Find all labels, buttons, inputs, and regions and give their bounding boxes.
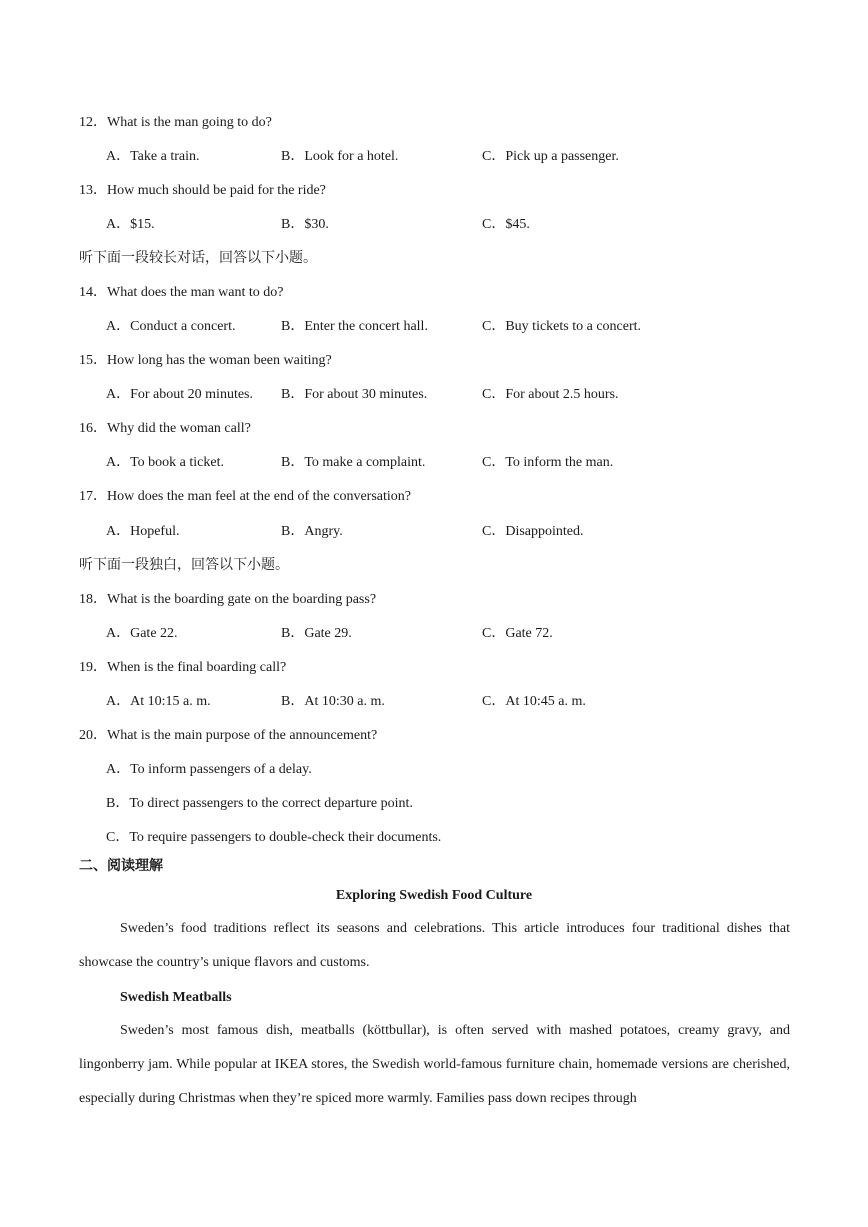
question-12-stem: 12．What is the man going to do? [79, 115, 272, 130]
section-heading-reading: 二、阅读理解 [79, 859, 163, 874]
question-18-option-b: B．Gate 29. [281, 626, 352, 641]
question-19-option-a: A．At 10:15 a. m. [106, 694, 211, 709]
question-15-option-b: B．For about 30 minutes. [281, 387, 428, 402]
question-20-option-a: A．To inform passengers of a delay. [106, 762, 312, 777]
question-17-option-c: C．Disappointed. [482, 524, 584, 539]
question-18-stem: 18．What is the boarding gate on the boarding pass? [79, 592, 377, 607]
question-15-stem: 15．How long has the woman been waiting? [79, 353, 332, 368]
question-19-option-c: C．At 10:45 a. m. [482, 694, 586, 709]
question-17-option-b: B．Angry. [281, 524, 343, 539]
question-20-option-c: C．To require passengers to double-check their documents. [106, 830, 442, 845]
question-14-stem: 14．What does the man want to do? [79, 285, 284, 300]
article-subheading: Swedish Meatballs [120, 990, 232, 1005]
question-19-stem: 19．When is the final boarding call? [79, 660, 287, 675]
question-14-option-a: A．Conduct a concert. [106, 319, 236, 334]
question-13-option-c: C．$45. [482, 217, 530, 232]
question-17-stem: 17．How does the man feel at the end of the conversation? [79, 489, 412, 504]
article-title: Exploring Swedish Food Culture [335, 888, 533, 903]
question-18-option-a: A．Gate 22. [106, 626, 178, 641]
question-19-option-b: B．At 10:30 a. m. [281, 694, 385, 709]
article-meatballs-paragraph: Sweden’s most famous dish, meatballs (köttbullar), is often served with mashed potatoes, creamy gravy, and lingonberry jam. While popular at IKEA stores, the Swedish world-famous furniture chain, homemade versions are cherished, especially during Christmas when they’re spiced more warmly. Families pass down recipes through [79, 1023, 790, 1107]
question-17-option-a: A．Hopeful. [106, 524, 180, 539]
article-intro-paragraph: Sweden’s food traditions reflect its seasons and celebrations. This article introduces four traditional dishes that showcase the country’s unique flavors and customs. [79, 921, 790, 971]
question-14-option-b: B．Enter the concert hall. [281, 319, 428, 334]
question-13-option-b: B．$30. [281, 217, 329, 232]
question-12-option-b: B．Look for a hotel. [281, 149, 399, 164]
question-20-stem: 20．What is the main purpose of the announcement? [79, 728, 378, 743]
question-16-stem: 16．Why did the woman call? [79, 421, 251, 436]
question-15-option-a: A．For about 20 minutes. [106, 387, 253, 402]
question-20-option-b: B．To direct passengers to the correct departure point. [106, 796, 413, 811]
question-16-option-a: A．To book a ticket. [106, 455, 224, 470]
question-14-option-c: C．Buy tickets to a concert. [482, 319, 642, 334]
listening-instruction-dialogue: 听下面一段较长对话，回答以下小题。 [79, 251, 317, 266]
question-13-stem: 13．How much should be paid for the ride? [79, 183, 326, 198]
question-16-option-c: C．To inform the man. [482, 455, 614, 470]
question-13-option-a: A．$15. [106, 217, 155, 232]
question-12-option-c: C．Pick up a passenger. [482, 149, 619, 164]
question-15-option-c: C．For about 2.5 hours. [482, 387, 619, 402]
question-16-option-b: B．To make a complaint. [281, 455, 426, 470]
question-12-option-a: A．Take a train. [106, 149, 200, 164]
listening-instruction-monologue: 听下面一段独白，回答以下小题。 [79, 558, 289, 573]
question-18-option-c: C．Gate 72. [482, 626, 553, 641]
